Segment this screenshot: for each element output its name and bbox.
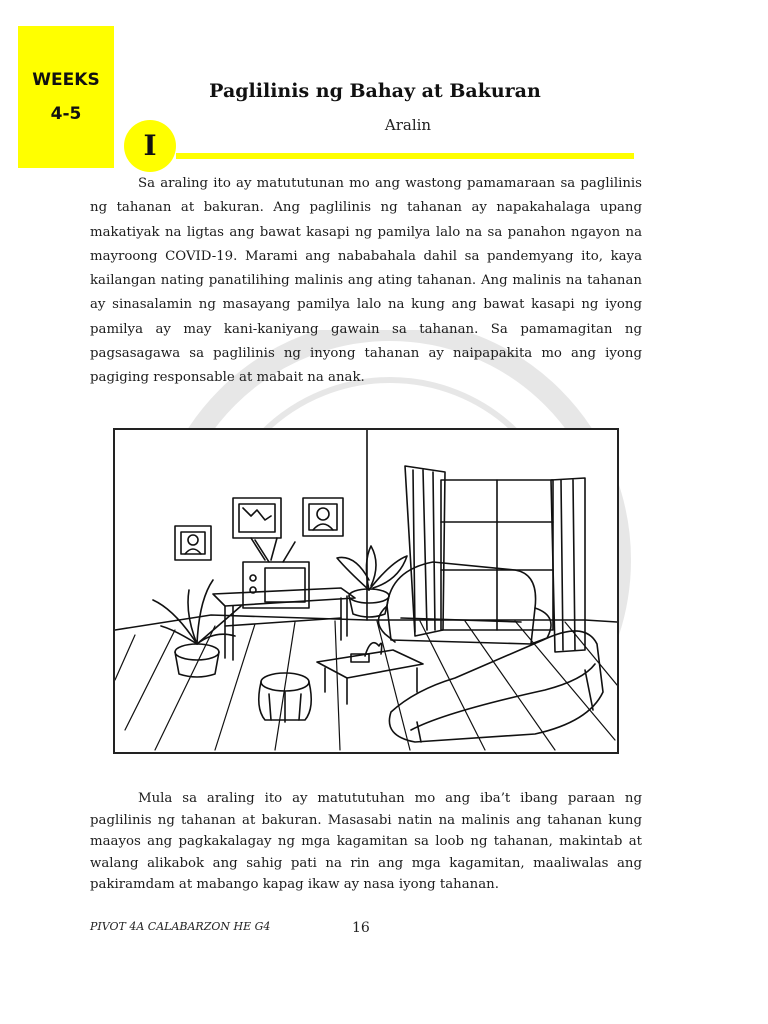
section-rule <box>176 153 634 159</box>
living-room-illustration <box>113 428 619 754</box>
section-marker: I <box>124 120 176 172</box>
weeks-range: 4-5 <box>50 104 82 124</box>
tv-table <box>213 588 355 660</box>
intro-paragraph: Sa araling ito ay matututunan mo ang wastong pamamaraan sa paglilinis ng tahanan at bakuran. Ang paglilinis ng tahanan ay napakahalaga upang makatiyak na ligtas ang bawat kasapi ng pamilya lalo na sa panahon ngayon na mayroong COVID-19. Marami ang nababahala dahil sa pandemyang ito, kaya kailangan nating panatilihing malinis ang ating tahanan. Ang malinis na tahanan ay sinasalamin ng masayang pamilya lalo na kung ang bawat kasapi ng iyong pamilya ay may kani-kaniyang gawain sa tahanan. Sa pamamagitan ng pagsasagawa sa paglilinis ng inyong tahanan ay naipapakita mo ang iyong pagiging responsable at mabait na anak. <box>90 176 642 386</box>
weeks-label: WEEKS <box>32 70 100 90</box>
armchair <box>378 562 551 644</box>
page-title: Paglilinis ng Bahay at Bakuran <box>209 80 541 102</box>
coffee-table <box>317 643 423 704</box>
footer-reference: PIVOT 4A CALABARZON HE G4 <box>90 920 271 933</box>
picture-frames <box>175 498 343 560</box>
weeks-badge <box>18 26 114 168</box>
page-number: 16 <box>352 920 370 936</box>
sofa <box>389 631 603 742</box>
page-subtitle: Aralin <box>384 116 432 134</box>
window-with-curtains <box>405 466 585 652</box>
footstool <box>259 673 312 722</box>
outro-paragraph: Mula sa araling ito ay matututuhan mo ang iba’t ibang paraan ng paglilinis ng tahanan at bakuran. Masasabi natin na malinis ang tahanan kung maayos ang pagkakalagay ng mga kagamitan sa loob ng tahanan, makintab at walang alikabok ang sahig pati na rin ang mga kagamitan, maaliwalas ang pakiramdam at mabango kapag ikaw ay nasa iyong tahanan. <box>90 791 642 892</box>
television <box>243 540 309 608</box>
